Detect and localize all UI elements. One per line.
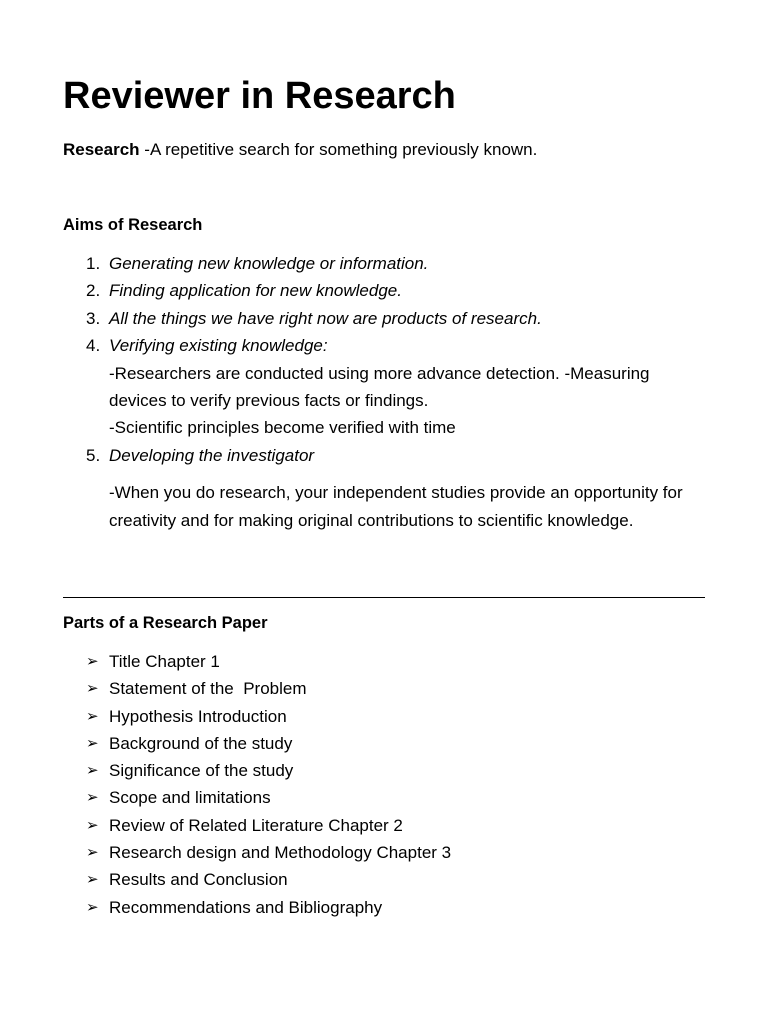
list-item xyxy=(0,839,768,866)
parts-heading: Parts of a Research Paper xyxy=(63,614,268,632)
part-label: Background of the study xyxy=(109,733,293,753)
part-label: Hypothesis Introduction xyxy=(109,706,287,726)
arrow-bullet-icon: ➢ xyxy=(86,679,99,698)
arrow-bullet-icon: ➢ xyxy=(86,897,99,916)
definition-term: Research xyxy=(63,140,140,159)
aim-text: Finding application for new knowledge. xyxy=(109,281,402,301)
list-item xyxy=(0,866,768,893)
list-item xyxy=(0,648,768,675)
aim-number: 4. xyxy=(86,336,101,356)
list-item xyxy=(0,757,768,784)
aim-item-5 xyxy=(0,442,768,534)
list-item xyxy=(0,894,768,921)
arrow-bullet-icon: ➢ xyxy=(86,652,99,670)
aim-text: Developing the investigator xyxy=(109,445,315,465)
aim-item-1 xyxy=(0,250,768,277)
part-label: Scope and limitations xyxy=(109,788,271,808)
aim-text: Generating new knowledge or information. xyxy=(109,254,429,273)
arrow-bullet-icon: ➢ xyxy=(86,706,99,725)
aim-item-3 xyxy=(0,305,768,332)
aim-number: 2. xyxy=(86,281,101,301)
aim-detail: -When you do research, your independent studies provide an opportunity for creativity and for making original contributions to scientific knowledge. xyxy=(109,483,683,530)
list-item xyxy=(0,675,768,702)
arrow-bullet-icon: ➢ xyxy=(86,843,99,862)
list-item xyxy=(0,703,768,730)
definition-text: -A repetitive search for something previously known. xyxy=(139,140,538,159)
part-label: Recommendations and Bibliography xyxy=(109,897,383,917)
arrow-bullet-icon: ➢ xyxy=(86,870,99,889)
aim-item-2 xyxy=(0,277,768,304)
part-label: Significance of the study xyxy=(109,761,294,781)
research-definition xyxy=(63,138,537,162)
aim-detail: -Scientific principles become verified with time xyxy=(109,418,456,438)
section-divider xyxy=(63,597,705,598)
arrow-bullet-icon: ➢ xyxy=(86,788,99,807)
aim-number: 3. xyxy=(86,308,101,328)
aim-text: Verifying existing knowledge: xyxy=(109,336,328,356)
arrow-bullet-icon: ➢ xyxy=(86,733,99,752)
arrow-bullet-icon: ➢ xyxy=(86,761,99,780)
aim-detail: -Researchers are conducted using more advance detection. -Measuring devices to verify previous facts or findings. xyxy=(109,363,650,411)
aim-text: All the things we have right now are products of research. xyxy=(109,308,542,328)
aim-number: 1. xyxy=(86,254,101,273)
list-item xyxy=(0,730,768,757)
parts-list xyxy=(0,648,768,921)
aim-number: 5. xyxy=(86,445,101,465)
page-title: Reviewer in Research xyxy=(63,75,456,117)
list-item xyxy=(0,784,768,811)
list-item xyxy=(0,812,768,839)
aim-item-4 xyxy=(0,332,768,442)
aims-heading: Aims of Research xyxy=(63,216,203,234)
part-label: Statement of the Problem xyxy=(109,679,307,699)
part-label: Review of Related Literature Chapter 2 xyxy=(109,815,403,835)
aims-list xyxy=(0,250,768,534)
part-label: Results and Conclusion xyxy=(109,870,288,890)
part-label: Title Chapter 1 xyxy=(109,652,220,671)
arrow-bullet-icon: ➢ xyxy=(86,815,99,834)
part-label: Research design and Methodology Chapter 3 xyxy=(109,843,452,863)
